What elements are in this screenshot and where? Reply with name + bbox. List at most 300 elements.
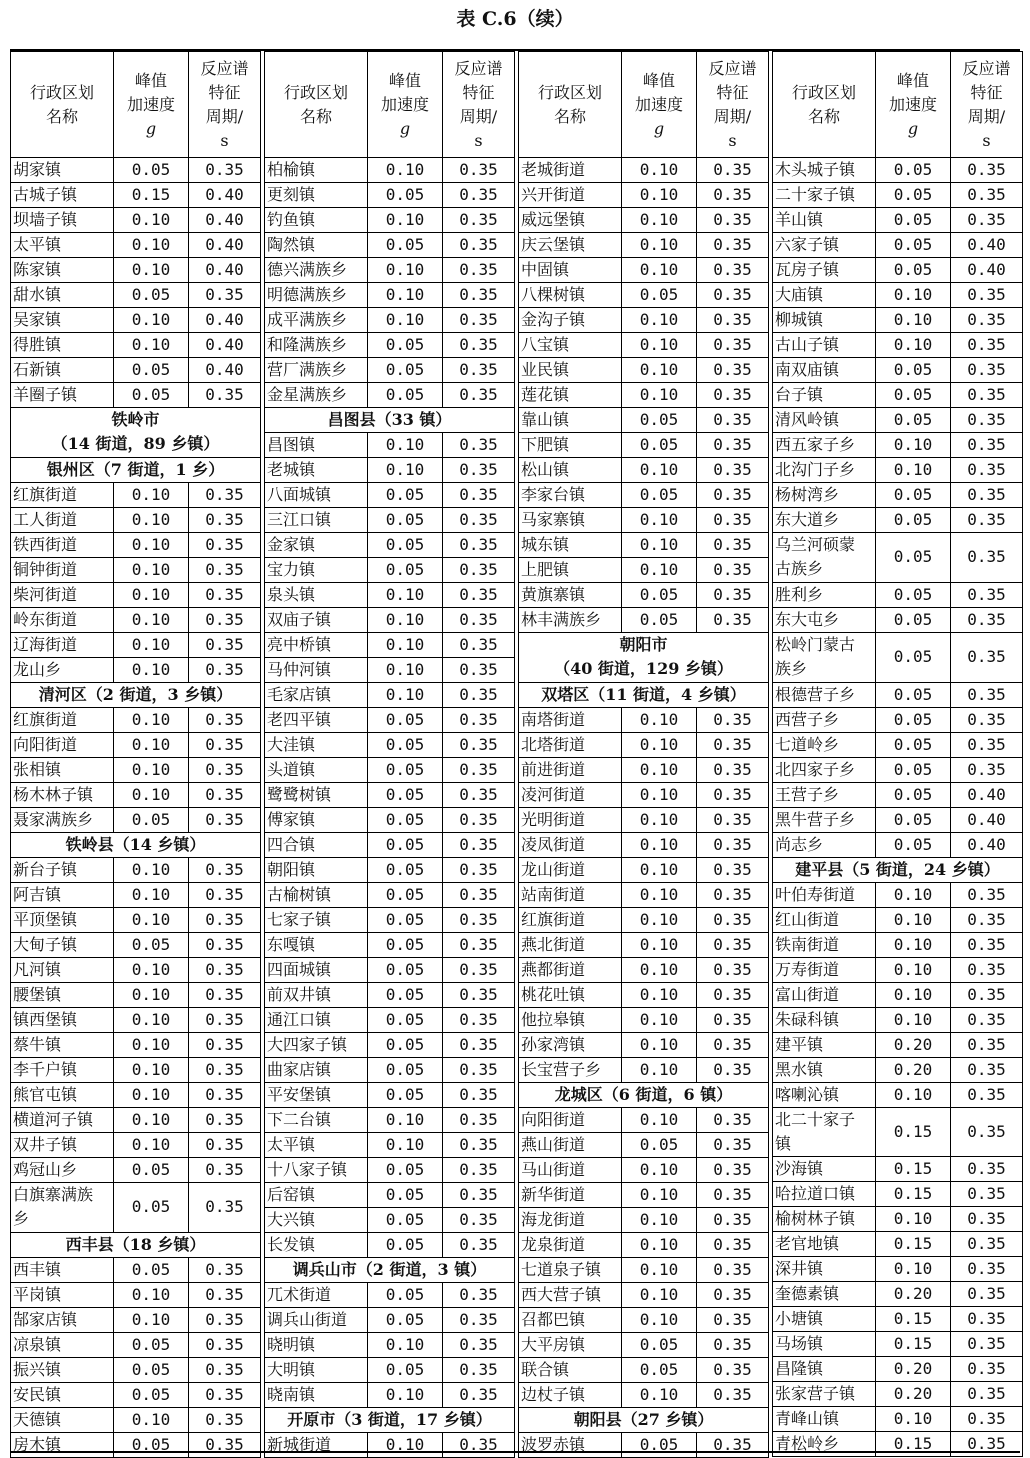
section-header-row [265,1258,515,1283]
table-row [11,1357,261,1382]
peak-acceleration: 0.10 [368,433,443,458]
peak-acceleration: 0.10 [622,158,697,183]
region-name: 亮中桥镇 [265,633,368,658]
peak-acceleration: 0.10 [114,482,189,507]
region-name: 木头城子镇 [773,158,876,183]
table-row [265,1033,515,1058]
table-row [11,1132,261,1157]
table-block [518,51,769,1458]
peak-acceleration: 0.10 [114,532,189,557]
characteristic-period: 0.35 [443,508,515,533]
characteristic-period: 0.35 [443,183,515,208]
table-row [11,1032,261,1057]
characteristic-period: 0.35 [951,1282,1023,1307]
section-header-row [519,1082,769,1107]
region-name: 古城子镇 [11,183,114,208]
characteristic-period: 0.40 [951,233,1023,258]
region-name: 下二台镇 [265,1108,368,1133]
region-name: 台子镇 [773,383,876,408]
peak-acceleration: 0.05 [368,333,443,358]
peak-acceleration: 0.10 [622,932,697,957]
characteristic-period: 0.35 [951,932,1023,957]
region-name: 辽海街道 [11,632,114,657]
table-block [772,51,1023,1457]
region-name: 南塔街道 [519,707,622,732]
characteristic-period: 0.35 [951,183,1023,208]
peak-acceleration: 0.10 [622,1207,697,1232]
region-name: 德兴满族乡 [265,258,368,283]
characteristic-period: 0.35 [189,1157,261,1182]
peak-acceleration: 0.10 [114,607,189,632]
table-row [773,1157,1023,1182]
table-row [773,1207,1023,1232]
header-pga: 峰值 加速度 g [622,52,697,158]
table-row [519,932,769,957]
peak-acceleration: 0.10 [368,1433,443,1458]
characteristic-period: 0.35 [443,658,515,683]
peak-acceleration: 0.10 [622,1282,697,1307]
table-row [773,383,1023,408]
region-name: 红旗街道 [11,707,114,732]
header-period: 反应谱 特征 周期/ s [189,52,261,158]
region-name: 前进街道 [519,757,622,782]
characteristic-period: 0.35 [443,1033,515,1058]
table-row [773,1432,1023,1457]
characteristic-period: 0.35 [951,1307,1023,1332]
characteristic-period: 0.35 [189,283,261,308]
characteristic-period: 0.35 [189,707,261,732]
peak-acceleration: 0.10 [114,857,189,882]
region-name: 林丰满族乡 [519,608,622,633]
peak-acceleration: 0.05 [876,607,951,632]
characteristic-period: 0.35 [189,932,261,957]
table-row [773,433,1023,458]
peak-acceleration: 0.10 [876,907,951,932]
peak-acceleration: 0.10 [622,857,697,882]
region-name: 铁西街道 [11,532,114,557]
characteristic-period: 0.35 [951,1432,1023,1457]
region-name: 晓明镇 [265,1333,368,1358]
table-row [519,158,769,183]
peak-acceleration: 0.05 [876,732,951,757]
region-name: 振兴镇 [11,1357,114,1382]
table-row [11,632,261,657]
table-row [773,1257,1023,1282]
peak-acceleration: 0.05 [368,708,443,733]
peak-acceleration: 0.05 [114,1182,189,1232]
characteristic-period: 0.35 [697,732,769,757]
peak-acceleration: 0.05 [876,782,951,807]
peak-acceleration: 0.10 [114,507,189,532]
table-row [265,1008,515,1033]
characteristic-period: 0.35 [697,258,769,283]
characteristic-period: 0.35 [951,1007,1023,1032]
characteristic-period: 0.35 [443,583,515,608]
characteristic-period: 0.35 [697,208,769,233]
peak-acceleration: 0.20 [876,1282,951,1307]
table-row [265,958,515,983]
header-row [265,52,515,158]
characteristic-period: 0.35 [697,1107,769,1132]
peak-acceleration: 0.10 [368,1333,443,1358]
region-name: 燕北街道 [519,932,622,957]
peak-acceleration: 0.10 [114,1007,189,1032]
table-row [773,957,1023,982]
table-row [773,1057,1023,1082]
table-row [11,507,261,532]
characteristic-period: 0.35 [951,757,1023,782]
region-name: 老城街道 [519,158,622,183]
characteristic-period: 0.35 [951,1157,1023,1182]
table-block [264,51,515,1458]
peak-acceleration: 0.10 [368,1383,443,1408]
table-row [11,1307,261,1332]
table-row [519,1282,769,1307]
table-row [773,233,1023,258]
characteristic-period: 0.35 [189,882,261,907]
peak-acceleration: 0.10 [368,633,443,658]
peak-acceleration: 0.05 [368,508,443,533]
peak-acceleration: 0.05 [622,583,697,608]
characteristic-period: 0.35 [189,807,261,832]
characteristic-period: 0.35 [443,1308,515,1333]
characteristic-period: 0.35 [443,808,515,833]
characteristic-period: 0.35 [951,208,1023,233]
table-row [11,807,261,832]
peak-acceleration: 0.10 [876,333,951,358]
characteristic-period: 0.35 [443,1083,515,1108]
region-name: 向阳街道 [11,732,114,757]
peak-acceleration: 0.05 [368,808,443,833]
region-name: 甜水镇 [11,283,114,308]
peak-acceleration: 0.05 [368,883,443,908]
table-column-3 [518,51,768,1454]
characteristic-period: 0.35 [951,682,1023,707]
region-name: 西五家子乡 [773,433,876,458]
table-row [773,782,1023,807]
peak-acceleration: 0.05 [368,383,443,408]
section-title: 西丰县（18 乡镇） [11,1232,261,1257]
characteristic-period: 0.35 [951,308,1023,333]
table-row [519,707,769,732]
peak-acceleration: 0.10 [368,683,443,708]
region-name: 李千户镇 [11,1057,114,1082]
region-name: 张相镇 [11,757,114,782]
region-name: 铜钟街道 [11,557,114,582]
characteristic-period: 0.35 [189,582,261,607]
table-row [773,1307,1023,1332]
peak-acceleration: 0.05 [368,233,443,258]
characteristic-period: 0.35 [951,383,1023,408]
table-row [773,1007,1023,1032]
characteristic-period: 0.35 [443,1433,515,1458]
characteristic-period: 0.35 [697,1382,769,1407]
region-name: 和隆满族乡 [265,333,368,358]
characteristic-period: 0.35 [189,158,261,183]
region-name: 古山子镇 [773,333,876,358]
peak-acceleration: 0.05 [368,1208,443,1233]
region-name: 凌河街道 [519,782,622,807]
peak-acceleration: 0.10 [114,208,189,233]
peak-acceleration: 0.05 [876,757,951,782]
region-name: 根德营子乡 [773,682,876,707]
table-row [11,1407,261,1432]
table-row [265,1283,515,1308]
characteristic-period: 0.35 [951,982,1023,1007]
peak-acceleration: 0.10 [622,383,697,408]
header-pga: 峰值 加速度 g [368,52,443,158]
table-row [773,283,1023,308]
peak-acceleration: 0.15 [876,1107,951,1157]
characteristic-period: 0.35 [697,408,769,433]
table-column-1 [10,51,260,1454]
peak-acceleration: 0.10 [114,1057,189,1082]
region-name: 喀喇沁镇 [773,1082,876,1107]
table-row [11,1282,261,1307]
characteristic-period: 0.35 [189,732,261,757]
peak-acceleration: 0.10 [368,583,443,608]
peak-acceleration: 0.15 [114,183,189,208]
region-name: 他拉皋镇 [519,1007,622,1032]
characteristic-period: 0.35 [443,783,515,808]
peak-acceleration: 0.05 [368,1358,443,1383]
region-name: 大兴镇 [265,1208,368,1233]
region-name: 黑牛营子乡 [773,807,876,832]
characteristic-period: 0.35 [697,333,769,358]
characteristic-period: 0.35 [697,782,769,807]
peak-acceleration: 0.05 [114,383,189,408]
table-row [11,1082,261,1107]
table-row [265,1108,515,1133]
peak-acceleration: 0.05 [622,433,697,458]
peak-acceleration: 0.05 [114,158,189,183]
table-row [265,1133,515,1158]
table-row [519,233,769,258]
peak-acceleration: 0.05 [876,208,951,233]
characteristic-period: 0.35 [697,857,769,882]
section-header-row [11,682,261,707]
region-name: 张家营子镇 [773,1382,876,1407]
characteristic-period: 0.35 [189,1182,261,1232]
region-name: 长发镇 [265,1233,368,1258]
characteristic-period: 0.35 [697,1332,769,1357]
table-row [773,632,1023,682]
characteristic-period: 0.35 [951,1182,1023,1207]
peak-acceleration: 0.05 [368,483,443,508]
characteristic-period: 0.35 [189,1107,261,1132]
section-header-row [265,408,515,433]
region-name: 边杖子镇 [519,1382,622,1407]
peak-acceleration: 0.10 [876,458,951,483]
characteristic-period: 0.35 [189,607,261,632]
region-name: 横道河子镇 [11,1107,114,1132]
table-row [519,1332,769,1357]
characteristic-period: 0.35 [697,608,769,633]
peak-acceleration: 0.10 [876,1082,951,1107]
region-name: 工人街道 [11,507,114,532]
peak-acceleration: 0.05 [368,958,443,983]
peak-acceleration: 0.10 [622,358,697,383]
region-name: 老官地镇 [773,1232,876,1257]
characteristic-period: 0.35 [697,1132,769,1157]
table-row [519,583,769,608]
characteristic-period: 0.35 [189,1032,261,1057]
region-name: 八棵树镇 [519,283,622,308]
table-row [11,982,261,1007]
header-period: 反应谱 特征 周期/ s [951,52,1023,158]
peak-acceleration: 0.10 [114,582,189,607]
peak-acceleration: 0.05 [368,358,443,383]
characteristic-period: 0.35 [697,882,769,907]
characteristic-period: 0.35 [189,857,261,882]
peak-acceleration: 0.05 [114,1332,189,1357]
table-row [11,732,261,757]
characteristic-period: 0.35 [697,757,769,782]
peak-acceleration: 0.10 [368,158,443,183]
characteristic-period: 0.35 [443,333,515,358]
section-title: 调兵山市（2 街道，3 镇） [265,1258,515,1283]
characteristic-period: 0.35 [189,782,261,807]
characteristic-period: 0.35 [951,582,1023,607]
table-row [773,1082,1023,1107]
section-header-row [11,408,261,458]
table-row [11,1157,261,1182]
table-row [11,1257,261,1282]
table-row [265,333,515,358]
table-row [519,1232,769,1257]
header-period: 反应谱 特征 周期/ s [443,52,515,158]
table-row [11,607,261,632]
table-row [265,283,515,308]
peak-acceleration: 0.05 [114,1257,189,1282]
region-name: 得胜镇 [11,333,114,358]
table-row [11,532,261,557]
characteristic-period: 0.35 [189,1432,261,1457]
table-row [265,158,515,183]
table-row [773,408,1023,433]
peak-acceleration: 0.05 [876,158,951,183]
characteristic-period: 0.35 [951,1332,1023,1357]
region-name: 前双井镇 [265,983,368,1008]
characteristic-period: 0.35 [697,383,769,408]
characteristic-period: 0.40 [189,358,261,383]
region-name: 胡家镇 [11,158,114,183]
section-header-row [11,1232,261,1257]
peak-acceleration: 0.10 [622,1157,697,1182]
table-row [773,358,1023,383]
region-name: 大四家子镇 [265,1033,368,1058]
region-name: 向阳街道 [519,1107,622,1132]
region-name: 晓南镇 [265,1383,368,1408]
peak-acceleration: 0.10 [622,707,697,732]
characteristic-period: 0.35 [189,482,261,507]
peak-acceleration: 0.05 [622,1132,697,1157]
characteristic-period: 0.35 [189,632,261,657]
peak-acceleration: 0.05 [114,807,189,832]
section-header-row [265,1408,515,1433]
region-name: 柳城镇 [773,308,876,333]
region-name: 羊圈子镇 [11,383,114,408]
region-name: 尚志乡 [773,832,876,857]
characteristic-period: 0.35 [697,707,769,732]
region-name: 杨树湾乡 [773,483,876,508]
characteristic-period: 0.35 [697,982,769,1007]
table-row [773,258,1023,283]
peak-acceleration: 0.10 [368,308,443,333]
region-name: 瓦房子镇 [773,258,876,283]
region-name: 腰堡镇 [11,982,114,1007]
characteristic-period: 0.35 [443,358,515,383]
table-row [773,607,1023,632]
characteristic-period: 0.35 [443,558,515,583]
characteristic-period: 0.35 [951,1407,1023,1432]
region-name: 老四平镇 [265,708,368,733]
table-row [265,808,515,833]
table-row [265,533,515,558]
peak-acceleration: 0.05 [368,1183,443,1208]
peak-acceleration: 0.05 [368,733,443,758]
table-row [265,933,515,958]
characteristic-period: 0.35 [443,833,515,858]
peak-acceleration: 0.10 [114,1307,189,1332]
peak-acceleration: 0.05 [876,183,951,208]
characteristic-period: 0.40 [189,233,261,258]
peak-acceleration: 0.05 [876,582,951,607]
header-period: 反应谱 特征 周期/ s [697,52,769,158]
table-row [265,1433,515,1458]
characteristic-period: 0.35 [443,858,515,883]
region-name: 新台子镇 [11,857,114,882]
table-row [519,1132,769,1157]
peak-acceleration: 0.10 [622,957,697,982]
characteristic-period: 0.35 [443,1358,515,1383]
region-name: 上肥镇 [519,558,622,583]
peak-acceleration: 0.10 [622,732,697,757]
peak-acceleration: 0.10 [368,658,443,683]
characteristic-period: 0.35 [951,533,1023,583]
region-name: 朱碌科镇 [773,1007,876,1032]
table-row [773,907,1023,932]
characteristic-period: 0.35 [189,1307,261,1332]
header-row [519,52,769,158]
characteristic-period: 0.35 [951,1082,1023,1107]
table-row [265,983,515,1008]
table-row [265,883,515,908]
characteristic-period: 0.40 [951,832,1023,857]
peak-acceleration: 0.10 [114,982,189,1007]
region-name: 蔡牛镇 [11,1032,114,1057]
table-row [773,483,1023,508]
peak-acceleration: 0.10 [114,1132,189,1157]
table-row [265,358,515,383]
region-name: 头道镇 [265,758,368,783]
characteristic-period: 0.35 [443,733,515,758]
characteristic-period: 0.35 [189,982,261,1007]
table-row [519,782,769,807]
characteristic-period: 0.35 [697,832,769,857]
peak-acceleration: 0.10 [622,1307,697,1332]
characteristic-period: 0.35 [697,583,769,608]
section-title: 双塔区（11 街道，4 乡镇） [519,682,769,707]
peak-acceleration: 0.10 [622,907,697,932]
peak-acceleration: 0.05 [368,758,443,783]
peak-acceleration: 0.10 [114,707,189,732]
table-row [519,1182,769,1207]
characteristic-period: 0.35 [697,358,769,383]
region-name: 北塔街道 [519,732,622,757]
characteristic-period: 0.35 [697,508,769,533]
table-row [773,1382,1023,1407]
